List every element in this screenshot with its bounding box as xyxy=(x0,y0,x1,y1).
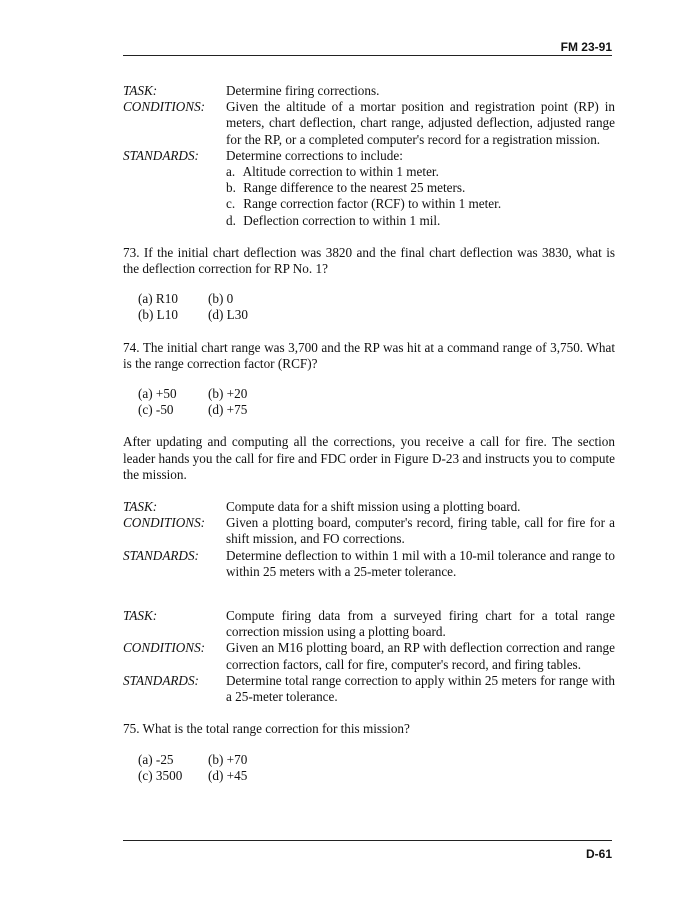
standards-item xyxy=(226,196,615,212)
conditions-row xyxy=(123,99,615,148)
item-text: Range correction factor (RCF) to within 1 meter. xyxy=(243,196,502,212)
answer-option: (b) +20 xyxy=(208,386,248,402)
conditions-label: CONDITIONS: xyxy=(123,515,206,531)
answer-options-75 xyxy=(138,752,615,784)
footer-rule xyxy=(123,840,612,841)
task-row xyxy=(123,608,615,640)
task-label: TASK: xyxy=(123,83,158,98)
answer-options-74 xyxy=(138,386,615,418)
conditions-label: CONDITIONS: xyxy=(123,640,206,656)
answer-option: (c) 3500 xyxy=(138,767,183,783)
task-label: TASK: xyxy=(123,608,158,624)
conditions-text: Given a plotting board, computer's record, firing table, call for fire for a shift mission, and FO corrections. xyxy=(226,515,615,547)
standards-item xyxy=(226,213,615,229)
answer-option: (a) +50 xyxy=(138,386,177,402)
answer-options-73 xyxy=(138,291,615,323)
item-text: Range difference to the nearest 25 meters. xyxy=(243,180,466,196)
question-74: 74. The initial chart range was 3,700 and the RP was hit at a command range of 3,750. What is the range correction factor (RCF)? xyxy=(123,339,615,371)
answer-option: (b) 0 xyxy=(208,291,234,307)
standards-text: Determine corrections to include: xyxy=(226,147,403,163)
standards-item xyxy=(226,164,615,180)
standards-text: Determine total range correction to apply within 25 meters for range with a 25-meter tolerance. xyxy=(226,672,615,705)
item-text: Altitude correction to within 1 meter. xyxy=(242,164,439,180)
standards-body xyxy=(226,148,615,229)
standards-label: STANDARDS: xyxy=(123,147,199,163)
conditions-label: CONDITIONS: xyxy=(123,99,206,115)
standards-row xyxy=(123,548,615,580)
task-block-1 xyxy=(123,83,615,229)
answer-option: (d) L30 xyxy=(208,307,248,323)
item-letter: d. xyxy=(226,212,236,228)
standards-row xyxy=(123,673,615,705)
standards-item xyxy=(226,180,615,196)
answer-option: (a) R10 xyxy=(138,291,178,307)
task-row xyxy=(123,83,615,99)
answer-option: (b) +70 xyxy=(208,751,248,767)
conditions-row xyxy=(123,515,615,547)
item-letter: c. xyxy=(226,196,236,212)
item-text: Deflection correction to within 1 mil. xyxy=(243,212,441,228)
answer-option: (b) L10 xyxy=(138,307,178,323)
standards-text: Determine deflection to within 1 mil with a 10-mil tolerance and range to within 25 meters with a 25-meter tolerance. xyxy=(226,547,615,579)
task-label: TASK: xyxy=(123,499,158,515)
task-text: Compute data for a shift mission using a plotting board. xyxy=(226,499,521,515)
item-letter: a. xyxy=(226,164,236,180)
page-content xyxy=(123,83,615,784)
page-number: D-61 xyxy=(585,847,612,861)
item-letter: b. xyxy=(226,180,236,196)
standards-row xyxy=(123,148,615,229)
conditions-text: Given an M16 plotting board, an RP with deflection correction and range correction factors, call for fire, computer's record, and firing tables. xyxy=(226,640,615,672)
standards-label: STANDARDS: xyxy=(123,547,199,563)
answer-option: (d) +75 xyxy=(208,402,248,418)
header-rule xyxy=(123,55,612,56)
task-text: Compute firing data from a surveyed firing chart for a total range correction mission using a plotting board. xyxy=(226,608,615,640)
instruction-paragraph: After updating and computing all the corrections, you receive a call for fire. The section leader hands you the call for fire and FDC order in Figure D-23 and instructs you to compute the mission. xyxy=(123,434,615,482)
answer-option: (a) -25 xyxy=(138,751,174,767)
question-75: 75. What is the total range correction for this mission? xyxy=(123,721,410,737)
conditions-row xyxy=(123,640,615,672)
task-row xyxy=(123,499,615,515)
task-block-2 xyxy=(123,499,615,580)
answer-option: (d) +45 xyxy=(208,767,248,783)
task-block-3 xyxy=(123,608,615,705)
answer-option: (c) -50 xyxy=(138,402,174,418)
task-text: Determine firing corrections. xyxy=(226,83,380,98)
standards-label: STANDARDS: xyxy=(123,672,199,688)
running-header: FM 23-91 xyxy=(560,40,612,54)
question-73: 73. If the initial chart deflection was 3820 and the final chart deflection was 3830, what is the deflection correction for RP No. 1? xyxy=(123,244,615,277)
conditions-text: Given the altitude of a mortar position and registration point (RP) in meters, chart deflection, chart range, adjusted deflection, adjusted range for the RP, or a completed computer's record for a registration mission. xyxy=(226,99,615,147)
